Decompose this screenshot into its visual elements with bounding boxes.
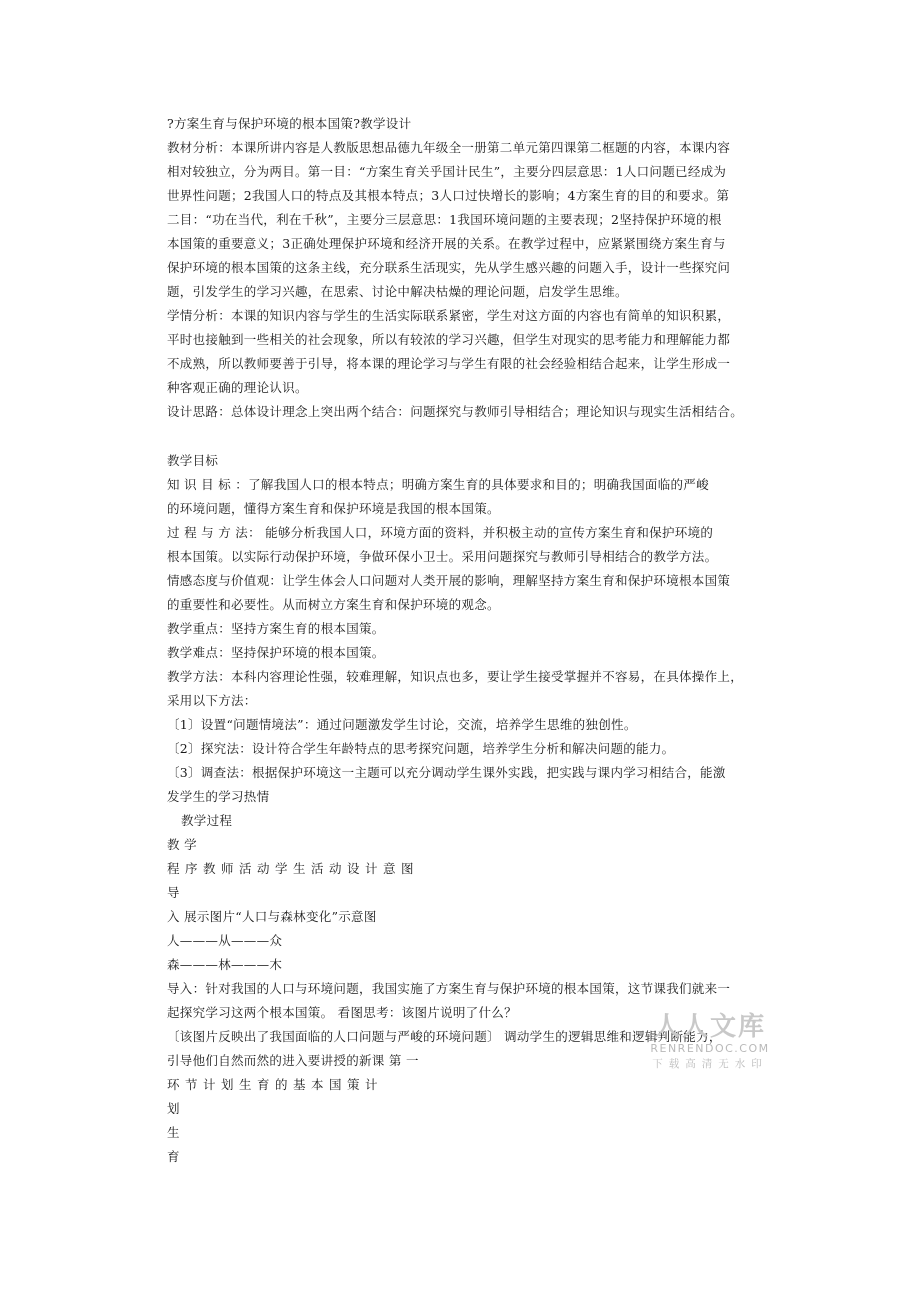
paragraph-line: 〔该图片反映出了我国面临的人口问题与严峻的环境问题〕 调动学生的逻辑思维和逻辑判断能力，	[167, 1029, 722, 1044]
paragraph-line: 种客观正确的理论认识。	[167, 380, 308, 395]
paragraph-line: 本国策的重要意义；3正确处理保护环境和经济开展的关系。在教学过程中，应紧紧围绕方案生育与	[167, 236, 726, 251]
list-item: 〔1〕设置“问题情境法”：通过问题激发学生讨论，交流，培养学生思维的独创性。	[167, 717, 637, 732]
table-header: 程序教师活动学生活动设计意图	[167, 861, 420, 876]
table-fragment: 生	[167, 1125, 180, 1140]
paragraph-line: 采用以下方法：	[167, 693, 257, 708]
paragraph-line: 平时也接触到一些相关的社会现象，所以有较浓的学习兴趣，但学生对现实的思考能力和理解能力都	[167, 332, 731, 347]
table-fragment: 入 展示图片“人口与森林变化”示意图	[167, 909, 377, 924]
paragraph-line: 学情分析：本课的知识内容与学生的生活实际联系紧密，学生对这方面的内容也有简单的知识积累，	[167, 308, 731, 323]
paragraph-line: 二目：“功在当代，利在千秋”，主要分三层意思：1我国环境问题的主要表现；2坚持保护环境的根	[167, 212, 722, 227]
paragraph-line: 情感态度与价值观：让学生体会人口问题对人类开展的影响，理解坚持方案生育和保护环境根本国策	[167, 573, 731, 588]
paragraph-line: 教学方法：本科内容理论性强，较难理解，知识点也多，要让学生接受掌握并不容易，在具体操作上，	[167, 669, 744, 684]
paragraph-line: 过 程 与 方 法： 能够分析我国人口，环境方面的资料，并积极主动的宣传方案生育和保护环境的	[167, 525, 714, 540]
table-fragment: 教 学	[167, 837, 197, 852]
table-fragment: 导	[167, 885, 180, 900]
paragraph-line: 引导他们自然而然的进入要讲授的新课 第 一	[167, 1053, 419, 1068]
paragraph-line: 保护环境的根本国策的这条主线，充分联系生活现实，先从学生感兴趣的问题入手，设计一些探究问	[167, 260, 731, 275]
paragraph-line: 相对较独立，分为两目。第一目：“方案生育关乎国计民生”，主要分四层意思：1人口问题已经成为	[167, 164, 727, 179]
document-title: ?方案生育与保护环境的根本国策?教学设计	[167, 116, 412, 131]
section-heading: 教学过程	[181, 813, 233, 828]
watermark-slogan: 下载高清无水印	[652, 1058, 768, 1070]
watermark	[645, 1012, 775, 1072]
paragraph-line: 发学生的学习热情	[167, 789, 270, 804]
diagram-line: 人———从———众	[167, 933, 283, 948]
paragraph-line: 的重要性和必要性。从而树立方案生育和保护环境的观念。	[167, 597, 500, 612]
watermark-domain: RENRENDOC.COM	[650, 1042, 770, 1055]
paragraph-line: 教学难点：坚持保护环境的根本国策。	[167, 645, 385, 660]
list-item: 〔2〕探究法：设计符合学生年龄特点的思考探究问题，培养学生分析和解决问题的能力。	[167, 741, 675, 756]
section-heading: 教学目标	[167, 453, 219, 468]
paragraph-line: 教材分析：本课所讲内容是人教版思想品德九年级全一册第二单元第四课第二框题的内容，本课内容	[167, 140, 731, 155]
table-fragment: 划	[167, 1101, 180, 1116]
paragraph-line: 根本国策。以实际行动保护环境，争做环保小卫士。采用问题探究与教师引导相结合的教学方法。	[167, 549, 718, 564]
diagram-line: 森———林———木	[167, 957, 283, 972]
paragraph-line: 教学重点：坚持方案生育的根本国策。	[167, 621, 385, 636]
table-fragment: 育	[167, 1149, 180, 1164]
paragraph-line: 题，引发学生的学习兴趣，在思索、讨论中解决枯燥的理论问题，启发学生思维。	[167, 284, 628, 299]
paragraph-line: 设计思路：总体设计理念上突出两个结合：问题探究与教师引导相结合；理论知识与现实生活相结合。	[167, 404, 744, 419]
watermark-title: 人人文库	[653, 1012, 766, 1042]
paragraph-line: 的环境问题，懂得方案生育和保护环境是我国的根本国策。	[167, 501, 500, 516]
paragraph-line: 知 识 目 标 ：了解我国人口的根本特点；明确方案生育的具体要求和目的；明确我国面临的严峻	[167, 477, 709, 492]
table-fragment: 环节计划生育的基本国策计	[167, 1077, 384, 1092]
list-item: 〔3〕调查法：根据保护环境这一主题可以充分调动学生课外实践，把实践与课内学习相结合，能激	[167, 765, 726, 780]
paragraph-line: 起探究学习这两个根本国策。 看图思考：该图片说明了什么？	[167, 1005, 517, 1020]
paragraph-line: 世界性问题；2我国人口的特点及其根本特点；3人口过快增长的影响；4方案生育的目的和要求。第	[167, 188, 730, 203]
paragraph-line: 不成熟，所以教师要善于引导，将本课的理论学习与学生有限的社会经验相结合起来，让学生形成一	[167, 356, 731, 371]
paragraph-line: 导入：针对我国的人口与环境问题，我国实施了方案生育与保护环境的根本国策，这节课我们就来一	[167, 981, 731, 996]
